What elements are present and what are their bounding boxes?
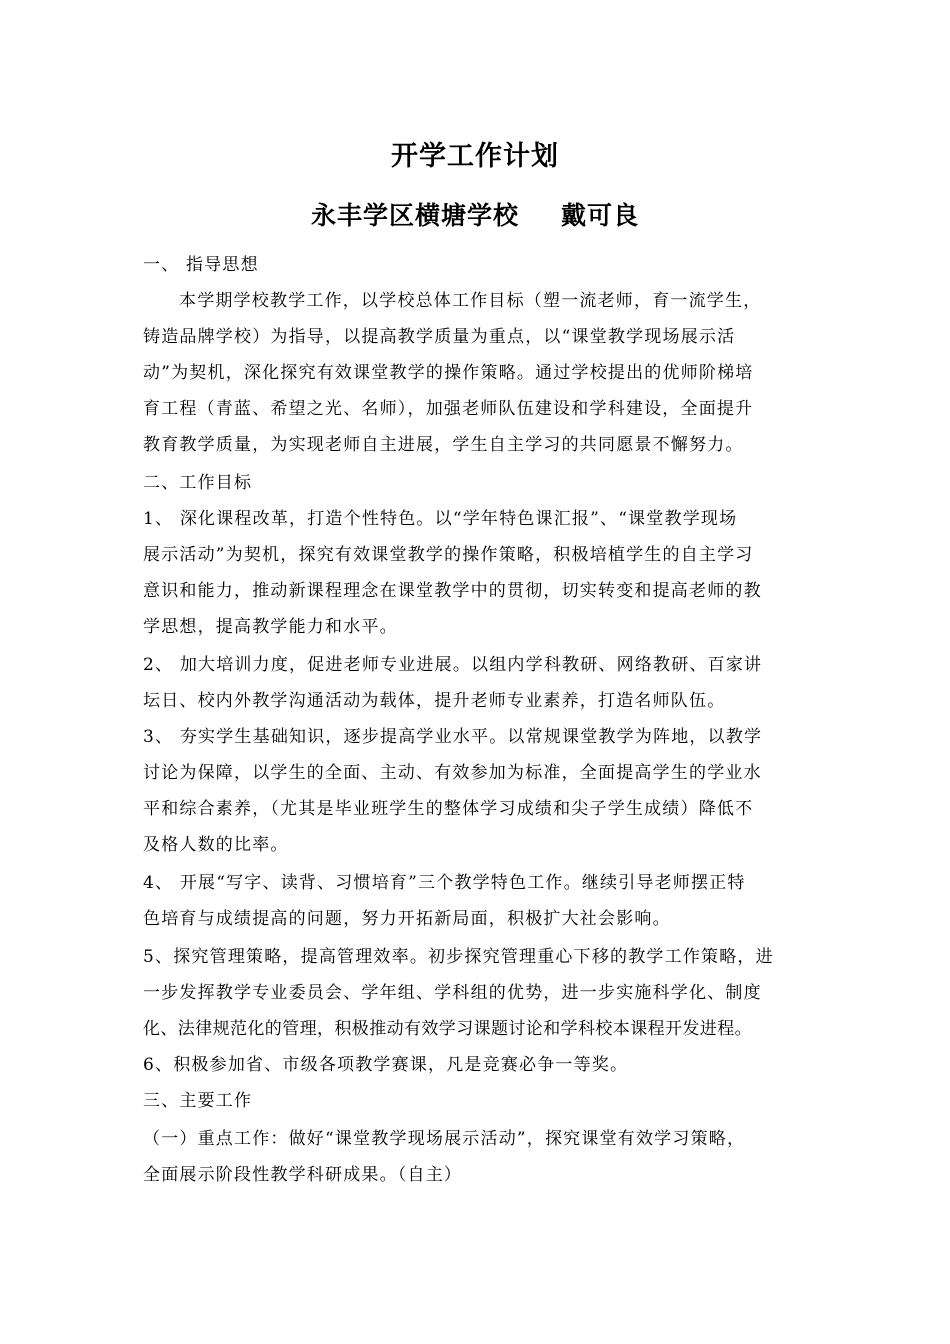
paragraph-line: 一步发挥教学专业委员会、学年组、学科组的优势，进一步实施科学化、制度 bbox=[143, 983, 762, 1003]
paragraph-line: 意识和能力，推动新课程理念在课堂教学中的贯彻，切实转变和提高老师的教 bbox=[143, 581, 762, 601]
section-heading-main-work: 三、主要工作 bbox=[143, 1091, 253, 1111]
goal-item-1: 1、 深化课程改革，打造个性特色。以“学年特色课汇报”、“课堂教学现场 bbox=[143, 509, 738, 529]
paragraph-line: 动”为契机，深化探究有效课堂教学的操作策略。通过学校提出的优师阶梯培 bbox=[143, 363, 754, 383]
goal-item-5: 5、探究管理策略，提高管理效率。初步探究管理重心下移的教学工作策略，进 bbox=[143, 947, 774, 967]
goal-item-2: 2、 加大培训力度，促进老师专业进展。以组内学科教研、网络教研、百家讲 bbox=[143, 655, 763, 675]
author-name: 戴可良 bbox=[561, 201, 640, 230]
key-work-item: （一）重点工作：做好“课堂教学现场展示活动”，探究课堂有效学习策略， bbox=[143, 1129, 746, 1149]
paragraph-line: 平和综合素养，（尤其是毕业班学生的整体学习成绩和尖子学生成绩）降低不 bbox=[143, 799, 754, 819]
section-heading-work-goals: 二、工作目标 bbox=[143, 473, 253, 493]
paragraph-line: 教育教学质量，为实现老师自主进展，学生自主学习的共同愿景不懈努力。 bbox=[143, 435, 744, 455]
paragraph-line: 及格人数的比率。 bbox=[143, 835, 289, 855]
paragraph-line: 铸造品牌学校）为指导，以提高教学质量为重点，以“课堂教学现场展示活 bbox=[143, 327, 736, 347]
paragraph-line: 全面展示阶段性教学科研成果。（自主） bbox=[143, 1165, 463, 1185]
goal-item-3: 3、 夯实学生基础知识，逐步提高学业水平。以常规课堂教学为阵地，以教学 bbox=[143, 727, 763, 747]
document-title: 开学工作计划 bbox=[391, 141, 559, 172]
paragraph-line: 坛日、校内外教学沟通活动为载体，提升老师专业素养，打造名师队伍。 bbox=[143, 691, 726, 711]
paragraph-line: 化、法律规范化的管理，积极推动有效学习课题讨论和学科校本课程开发进程。 bbox=[143, 1019, 752, 1039]
author-line bbox=[0, 196, 950, 232]
paragraph-line: 学思想，提高教学能力和水平。 bbox=[143, 617, 398, 637]
goal-item-6: 6、积极参加省、市级各项教学赛课，凡是竞赛必争一等奖。 bbox=[143, 1055, 629, 1075]
school-name: 永丰学区横塘学校 bbox=[310, 201, 519, 230]
paragraph-line: 本学期学校教学工作，以学校总体工作目标（塑一流老师，育一流学生， bbox=[179, 291, 762, 311]
paragraph-line: 展示活动”为契机，探究有效课堂教学的操作策略，积极培植学生的自主学习 bbox=[143, 545, 754, 565]
paragraph-line: 讨论为保障，以学生的全面、主动、有效参加为标准，全面提高学生的学业水 bbox=[143, 763, 762, 783]
goal-item-4: 4、 开展“写字、读背、习惯培育”三个教学特色工作。继续引导老师摆正特 bbox=[143, 873, 746, 893]
paragraph-line: 色培育与成绩提高的问题，努力开拓新局面，积极扩大社会影响。 bbox=[143, 909, 671, 929]
section-heading-guiding-ideology: 一、 指导思想 bbox=[143, 255, 259, 275]
paragraph-line: 育工程（青蓝、希望之光、名师），加强老师队伍建设和学科建设，全面提升 bbox=[143, 399, 754, 419]
